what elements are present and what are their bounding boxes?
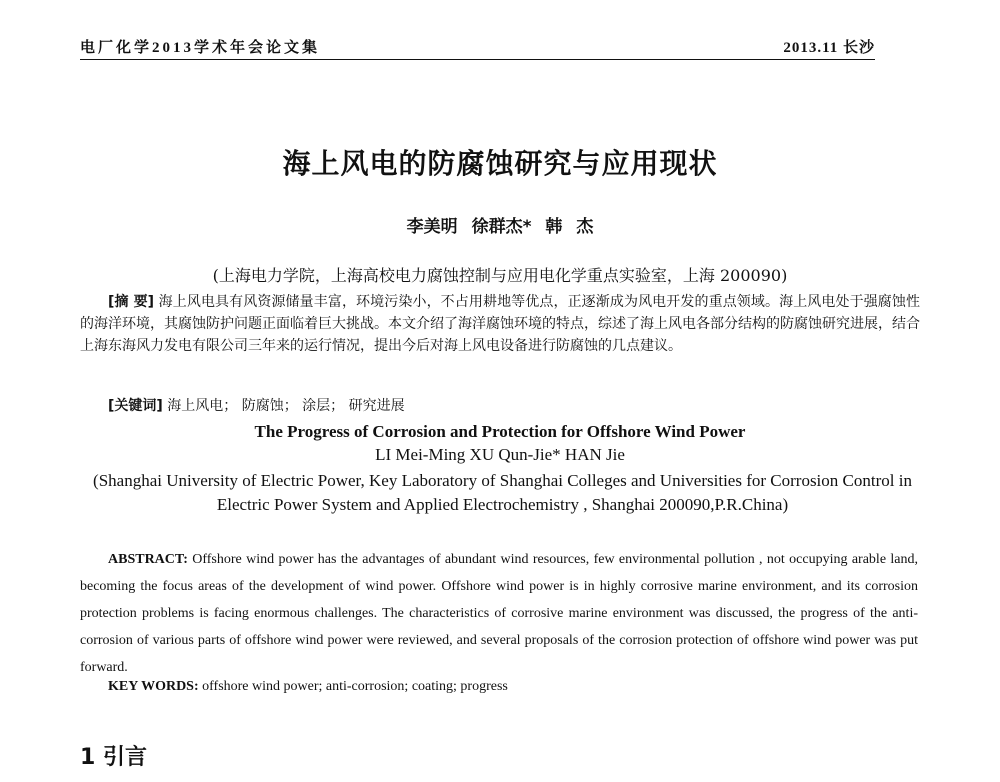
affiliation-en: (Shanghai University of Electric Power, Key Laboratory of Shanghai Colleges and Universities for Corrosion Control in Electric Power System and Applied Electrochemistry , Shanghai 200090,P.R.China): [93, 471, 912, 514]
running-header: [80, 33, 875, 60]
affiliation-cn: (上海电力学院，上海高校电力腐蚀控制与应用电化学重点实验室，上海 200090): [212, 266, 788, 285]
abstract-cn: [80, 291, 920, 357]
abstract-en-label: ABSTRACT:: [108, 552, 188, 567]
authors-cn: 李美明 徐群杰* 韩 杰: [406, 217, 594, 237]
abstract-en: [80, 546, 918, 681]
paper-title-en: The Progress of Corrosion and Protection for Offshore Wind Power: [254, 422, 746, 441]
keywords-cn-label: [关键词]: [108, 398, 163, 414]
abstract-cn-label: [摘 要]: [108, 294, 155, 310]
paper-title: 海上风电的防腐蚀研究与应用现状: [282, 147, 718, 180]
header-date-place: 2013.11 长沙: [783, 40, 875, 56]
section-heading: 1 引言: [80, 745, 147, 770]
keywords-en: [108, 679, 508, 695]
abstract-cn-text: 海上风电具有风资源储量丰富，环境污染小，不占用耕地等优点，正逐渐成为风电开发的重点领域。海上风电处于强腐蚀性的海洋环境，其腐蚀防护问题正面临着巨大挑战。本文介绍了海洋腐蚀环境的特点，综述了海上风电各部分结构的防腐蚀研究进展，结合上海东海风力发电有限公司三年来的运行情况，提出今后对海上风电设备进行防腐蚀的几点建议。: [80, 294, 921, 354]
abstract-en-text: Offshore wind power has the advantages of abundant wind resources, few environmental pollution , not occupying arable land, becoming the focus areas of the development of wind power. Offshore wind power is in highly corrosive marine environment, and its corrosion protection problems is facing enormous challenges. The characteristics of corrosive marine environment was discussed, the progress of the anti-corrosion of various parts of offshore wind power were reviewed, and several proposals of the corrosion protection of offshore wind power was put forward.: [80, 552, 918, 675]
keywords-en-label: KEY WORDS:: [108, 679, 199, 694]
keywords-en-text: offshore wind power; anti-corrosion; coating; progress: [202, 679, 508, 694]
authors-en: LI Mei-Ming XU Qun-Jie* HAN Jie: [375, 445, 625, 464]
header-journal: 电厂化学2013学术年会论文集: [80, 40, 321, 56]
keywords-cn: [108, 395, 405, 415]
keywords-cn-text: 海上风电； 防腐蚀； 涂层； 研究进展: [167, 398, 405, 414]
